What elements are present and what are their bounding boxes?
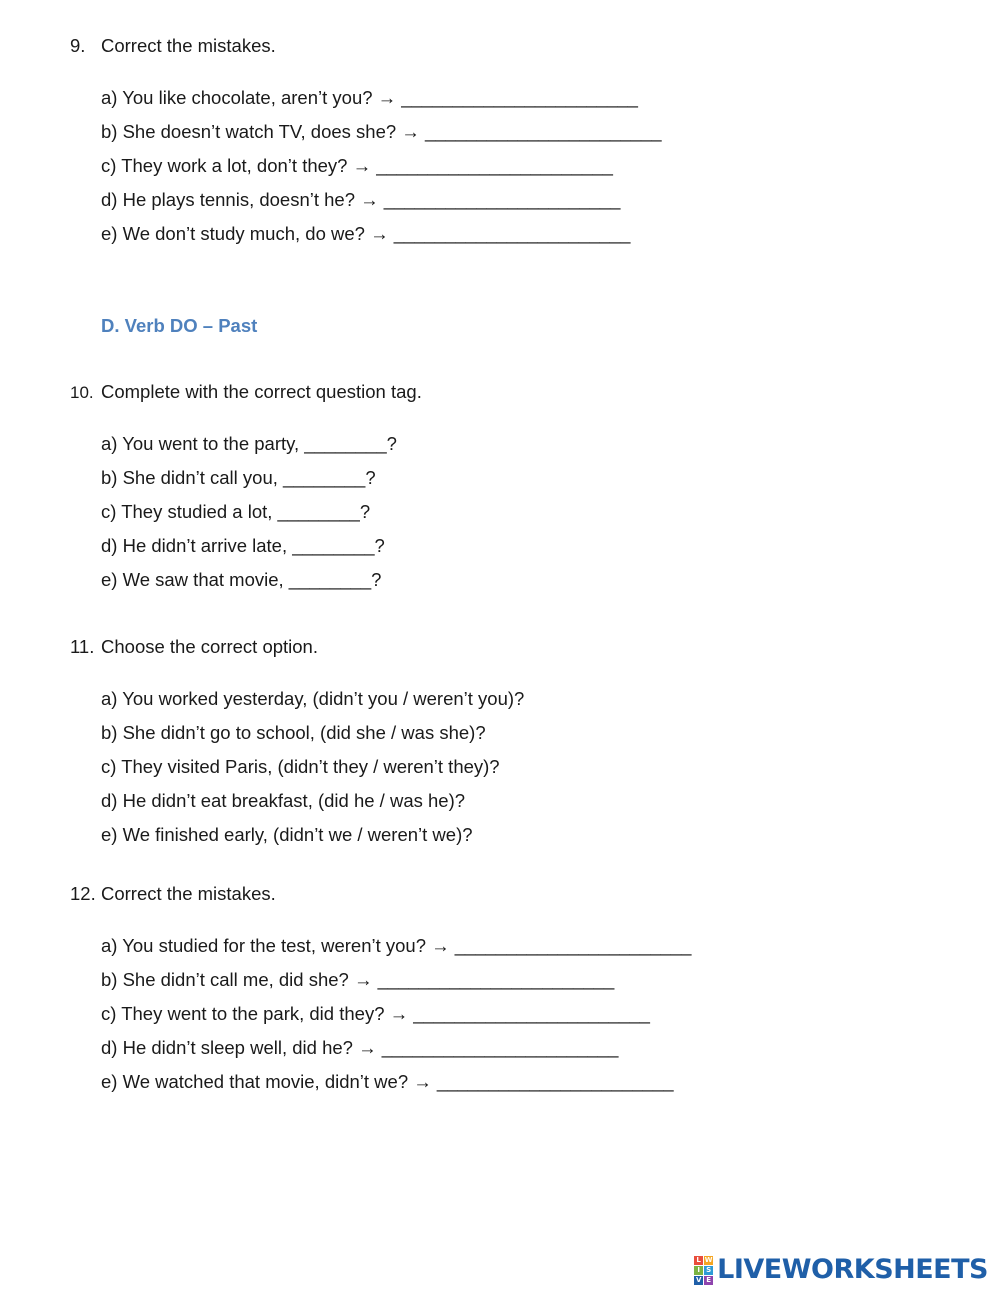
question-12-item-a: a) You studied for the test, weren’t you? → _______________________ [101, 935, 692, 956]
question-11-item-a: a) You worked yesterday, (didn’t you / weren’t you)? [101, 688, 525, 709]
question-11-item-d: d) He didn’t eat breakfast, (did he / was he)? [101, 790, 466, 811]
question-10-title: Complete with the correct question tag. [101, 381, 422, 402]
liveworksheets-logo-text: LIVEWORKSHEETS [717, 1254, 988, 1285]
question-10-item-b: b) She didn’t call you, ________? [101, 467, 376, 488]
question-12-item-c: c) They went to the park, did they? → _______________________ [101, 1003, 650, 1024]
question-9-item-a: a) You like chocolate, aren’t you? → _______________________ [101, 87, 638, 108]
question-11-title: Choose the correct option. [101, 636, 318, 657]
logo-mark-letter: S [706, 1265, 712, 1274]
question-9-item-d: d) He plays tennis, doesn’t he? → _______________________ [101, 189, 621, 210]
question-9-item-e: e) We don’t study much, do we? → _______________________ [101, 223, 631, 244]
question-12-number: 12. [70, 883, 96, 904]
question-10-heading [70, 381, 422, 404]
logo-mark-letter: I [694, 1266, 703, 1275]
question-9-item-b: b) She doesn’t watch TV, does she? → _______________________ [101, 121, 662, 142]
logo-mark-letter: W [704, 1255, 713, 1264]
question-11-heading [70, 636, 318, 658]
question-12-heading [70, 883, 276, 905]
question-11-item-e: e) We finished early, (didn’t we / weren’t we)? [101, 824, 473, 845]
section-d-title: D. Verb DO – Past [101, 315, 258, 336]
question-10-item-c: c) They studied a lot, ________? [101, 501, 371, 522]
question-11-number: 11. [70, 636, 95, 657]
question-9-title: Correct the mistakes. [101, 35, 276, 56]
logo-mark-letter: E [704, 1276, 713, 1285]
question-9-number: 9. [70, 35, 86, 56]
question-12-item-d: d) He didn’t sleep well, did he? → _______________________ [101, 1037, 619, 1058]
logo-mark-letter: V [695, 1275, 702, 1284]
question-12-item-b: b) She didn’t call me, did she? → _______________________ [101, 969, 615, 990]
liveworksheets-logo-icon [694, 1256, 713, 1285]
logo-mark-letter: L [694, 1256, 703, 1265]
question-10-item-e: e) We saw that movie, ________? [101, 569, 382, 590]
question-9-heading [70, 35, 276, 57]
question-10-number: 10. [70, 383, 94, 402]
question-9-item-c: c) They work a lot, don’t they? → _______________________ [101, 155, 613, 176]
question-10-item-d: d) He didn’t arrive late, ________? [101, 535, 385, 556]
question-11-item-b: b) She didn’t go to school, (did she / was she)? [101, 722, 486, 743]
question-11-item-c: c) They visited Paris, (didn’t they / weren’t they)? [101, 756, 500, 777]
question-12-title: Correct the mistakes. [101, 883, 276, 904]
question-10-item-a: a) You went to the party, ________? [101, 433, 397, 454]
question-12-item-e: e) We watched that movie, didn’t we? → _______________________ [101, 1071, 674, 1092]
liveworksheets-logo[interactable] [694, 1252, 988, 1288]
